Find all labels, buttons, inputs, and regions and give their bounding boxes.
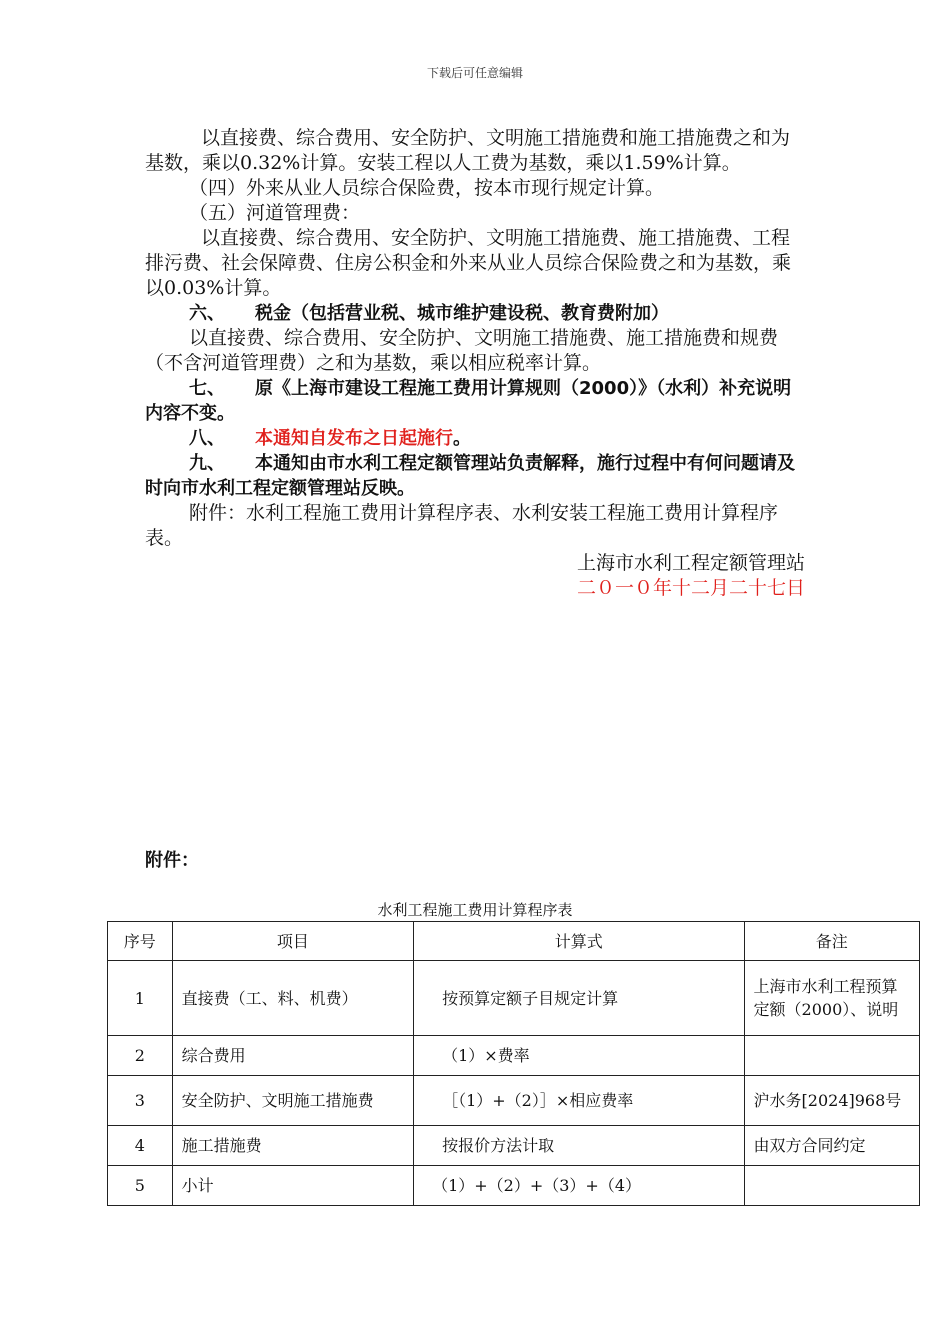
section-9-number: 九、 bbox=[189, 453, 225, 474]
cell-remark: 由双方合同约定 bbox=[744, 1126, 919, 1166]
paragraph-insurance: （四）外来从业人员综合保险费，按本市现行规定计算。 bbox=[189, 177, 665, 199]
cell-index: 4 bbox=[108, 1126, 173, 1166]
document-body bbox=[145, 126, 805, 601]
section-6-heading bbox=[145, 301, 805, 326]
section-8-end: 。 bbox=[453, 428, 471, 449]
header-formula: 计算式 bbox=[414, 922, 744, 961]
section-7-number: 七、 bbox=[189, 378, 225, 399]
table-row bbox=[108, 1076, 920, 1126]
table-header-row bbox=[108, 922, 920, 961]
paragraph-attachments: 附件：水利工程施工费用计算程序表、水利安装工程施工费用计算程序表。 bbox=[145, 502, 779, 549]
cell-formula: ［（1）+（2）］×相应费率 bbox=[414, 1076, 744, 1126]
table-row bbox=[108, 961, 920, 1036]
section-6-number: 六、 bbox=[189, 303, 225, 324]
signature: 上海市水利工程定额管理站 bbox=[576, 552, 805, 574]
cell-item: 综合费用 bbox=[172, 1036, 414, 1076]
cell-remark bbox=[744, 1036, 919, 1076]
paragraph-tax: 以直接费、综合费用、安全防护、文明施工措施费、施工措施费和规费（不含河道管理费）之和为基数，乘以相应税率计算。 bbox=[145, 327, 779, 374]
paragraph-river-fee-heading: （五）河道管理费： bbox=[189, 202, 361, 224]
cell-formula: 按预算定额子目规定计算 bbox=[414, 961, 744, 1036]
paragraph-river-fee: 以直接费、综合费用、安全防护、文明施工措施费、施工措施费、工程排污费、社会保障费、住房公积金和外来从业人员综合保险费之和为基数，乘以0.03%计算。 bbox=[145, 227, 792, 299]
table-caption: 水利工程施工费用计算程序表 bbox=[377, 901, 573, 919]
table-row bbox=[108, 1036, 920, 1076]
paragraph-base-amount: 以直接费、综合费用、安全防护、文明施工措施费和施工措施费之和为基数，乘以0.32%计算。安装工程以人工费为基数，乘以1.59%计算。 bbox=[145, 127, 791, 174]
section-8-number: 八、 bbox=[189, 428, 225, 449]
cell-index: 2 bbox=[108, 1036, 173, 1076]
section-8-text: 本通知自发布之日起施行 bbox=[255, 428, 453, 449]
table-row bbox=[108, 1166, 920, 1206]
cell-formula: （1）×费率 bbox=[414, 1036, 744, 1076]
header-item: 项目 bbox=[172, 922, 414, 961]
cell-item: 安全防护、文明施工措施费 bbox=[172, 1076, 414, 1126]
cell-remark bbox=[744, 1166, 919, 1206]
cell-item: 直接费（工、料、机费） bbox=[172, 961, 414, 1036]
cell-index: 5 bbox=[108, 1166, 173, 1206]
table-row bbox=[108, 1126, 920, 1166]
cell-index: 1 bbox=[108, 961, 173, 1036]
section-9 bbox=[145, 451, 805, 501]
header-remark: 备注 bbox=[744, 922, 919, 961]
cell-index: 3 bbox=[108, 1076, 173, 1126]
cell-remark: 上海市水利工程预算定额（2000）、说明 bbox=[744, 961, 919, 1036]
section-7 bbox=[145, 376, 805, 426]
header-index: 序号 bbox=[108, 922, 173, 961]
signature-date: 二０一０年十二月二十七日 bbox=[576, 577, 805, 599]
section-9-text: 本通知由市水利工程定额管理站负责解释，施行过程中有何问题请及时向市水利工程定额管理站反映。 bbox=[145, 453, 795, 499]
cell-item: 施工措施费 bbox=[172, 1126, 414, 1166]
section-7-text: 原《上海市建设工程施工费用计算规则（2000）》（水利）补充说明内容不变。 bbox=[145, 378, 792, 424]
page-header-note: 下载后可任意编辑 bbox=[426, 66, 523, 80]
cell-remark: 沪水务[2024]968号 bbox=[744, 1076, 919, 1126]
cell-formula: 按报价方法计取 bbox=[414, 1126, 744, 1166]
section-8 bbox=[145, 426, 805, 451]
attachment-label: 附件： bbox=[145, 850, 199, 871]
fee-calculation-table bbox=[107, 921, 920, 1206]
cell-item: 小计 bbox=[172, 1166, 414, 1206]
cell-formula: （1）+（2）+（3）+（4） bbox=[414, 1166, 744, 1206]
section-6-text: 税金（包括营业税、城市维护建设税、教育费附加） bbox=[255, 303, 669, 324]
